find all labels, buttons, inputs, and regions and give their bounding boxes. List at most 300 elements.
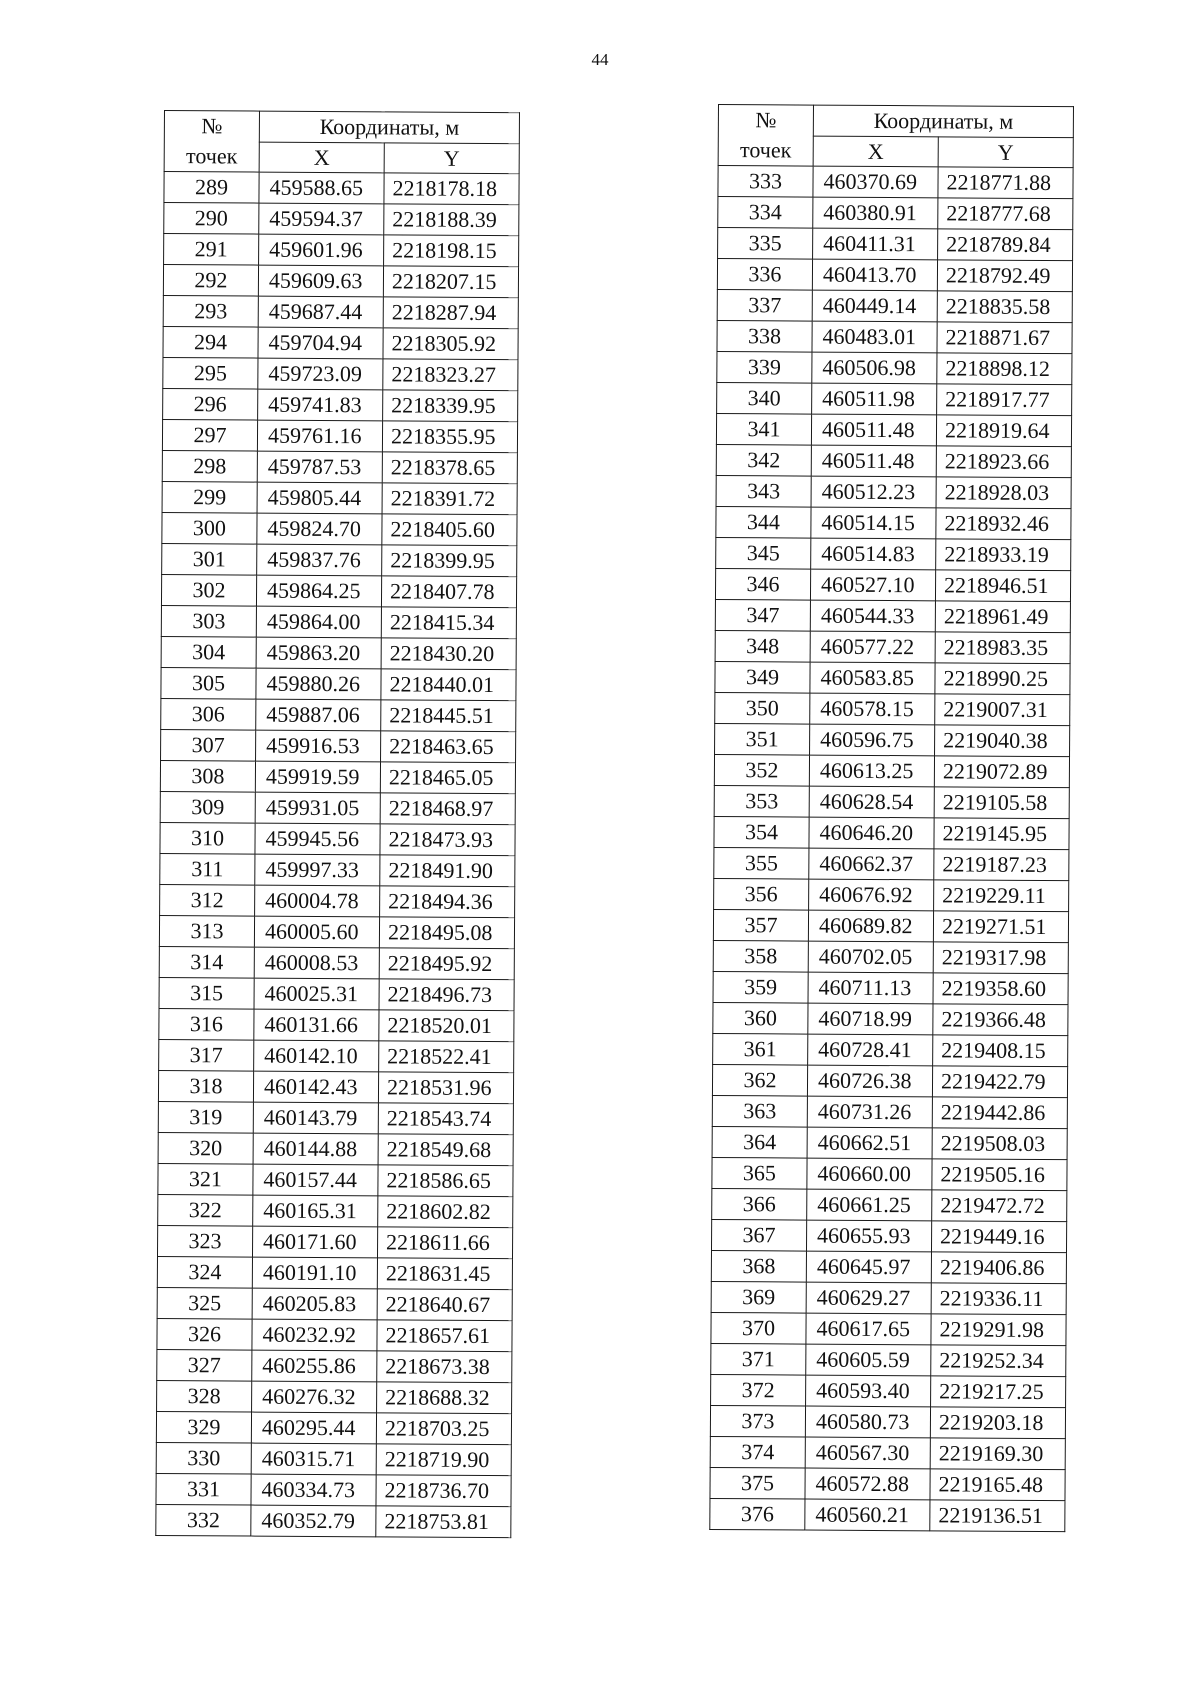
table-row	[711, 1250, 1066, 1283]
y-coordinate-cell: 2219406.86	[931, 1252, 1066, 1284]
table-row	[163, 326, 518, 359]
table-row	[163, 265, 518, 298]
y-coordinate-cell: 2218771.88	[938, 167, 1073, 199]
y-coordinate-cell: 2219508.03	[932, 1128, 1067, 1160]
x-coordinate-cell: 459864.00	[256, 606, 381, 638]
point-number-cell: 289	[164, 172, 259, 204]
x-coordinate-cell: 459741.83	[258, 389, 383, 421]
table-row	[156, 1411, 511, 1444]
y-coordinate-cell: 2219442.86	[932, 1097, 1067, 1129]
table-row	[713, 940, 1068, 973]
x-coordinate-cell: 460165.31	[253, 1195, 378, 1227]
y-coordinate-cell: 2218391.72	[382, 483, 517, 515]
table-row	[717, 351, 1072, 384]
x-coordinate-cell: 460506.98	[812, 352, 937, 384]
x-coordinate-cell: 460629.27	[806, 1282, 931, 1314]
table-row	[159, 977, 514, 1010]
point-number-cell: 300	[162, 512, 257, 544]
point-number-cell: 330	[156, 1442, 251, 1474]
x-coordinate-cell: 459601.96	[259, 234, 384, 266]
point-number-cell: 293	[163, 295, 258, 327]
x-coordinate-cell: 459805.44	[257, 482, 382, 514]
y-coordinate-cell: 2218531.96	[378, 1072, 513, 1104]
point-number-cell: 375	[710, 1467, 805, 1499]
y-coordinate-cell: 2219187.23	[934, 849, 1069, 881]
x-coordinate-cell: 460605.59	[806, 1344, 931, 1376]
y-coordinate-cell: 2218835.58	[937, 291, 1072, 323]
table-row	[158, 1101, 513, 1134]
y-coordinate-cell: 2218287.94	[383, 297, 518, 329]
table-row	[714, 816, 1069, 849]
point-number-cell: 324	[157, 1256, 252, 1288]
point-number-cell: 292	[163, 265, 258, 297]
table-row	[710, 1436, 1065, 1469]
point-number-cell: 325	[157, 1287, 252, 1319]
point-number-cell: 339	[717, 351, 812, 383]
y-coordinate-cell: 2218688.32	[377, 1382, 512, 1414]
point-number-cell: 357	[713, 909, 808, 941]
y-coordinate-cell: 2218928.03	[936, 477, 1071, 509]
table-row	[711, 1312, 1066, 1345]
table-row	[710, 1467, 1065, 1500]
point-number-cell: 315	[159, 977, 254, 1009]
point-number-cell: 373	[710, 1405, 805, 1437]
point-number-cell: 323	[157, 1225, 252, 1257]
y-coordinate-cell: 2218445.51	[381, 700, 516, 732]
y-coordinate-cell: 2219422.79	[932, 1066, 1067, 1098]
y-coordinate-cell: 2218465.05	[380, 762, 515, 794]
point-number-cell: 317	[159, 1039, 254, 1071]
points-label: точек	[186, 143, 238, 169]
x-coordinate-cell: 460142.10	[254, 1040, 379, 1072]
y-coordinate-cell: 2219449.16	[931, 1221, 1066, 1253]
point-number-cell: 360	[713, 1002, 808, 1034]
coordinates-header: Координаты, м	[813, 105, 1073, 137]
y-coordinate-cell: 2218494.36	[380, 886, 515, 918]
table-row	[162, 543, 517, 576]
y-coordinate-cell: 2218522.41	[379, 1041, 514, 1073]
x-coordinate-cell: 460449.14	[812, 290, 937, 322]
x-coordinate-cell: 460628.54	[809, 786, 934, 818]
y-coordinate-cell: 2219217.25	[931, 1376, 1066, 1408]
y-coordinate-cell: 2218777.68	[938, 198, 1073, 230]
point-number-cell: 336	[717, 259, 812, 291]
point-number-cell: 338	[717, 320, 812, 352]
y-coordinate-cell: 2219145.95	[934, 818, 1069, 850]
table-row	[160, 822, 515, 855]
x-coordinate-cell: 460572.88	[805, 1468, 930, 1500]
table-row	[161, 605, 516, 638]
table-row	[159, 946, 514, 979]
table-row	[714, 847, 1069, 880]
page-number: 44	[591, 50, 609, 69]
point-number-cell: 306	[161, 698, 256, 730]
coordinates-table-left	[155, 110, 520, 1538]
table-body	[156, 172, 519, 1538]
point-number-cell: 322	[158, 1194, 253, 1226]
x-coordinate-cell: 460352.79	[251, 1505, 376, 1537]
table-row	[160, 884, 515, 917]
coordinates-header: Координаты, м	[259, 111, 519, 143]
y-coordinate-cell: 2219169.30	[930, 1438, 1065, 1470]
point-number-cell: 308	[160, 760, 255, 792]
point-number-cell: 313	[159, 915, 254, 947]
table-row	[714, 878, 1069, 911]
point-number-cell: 301	[162, 543, 257, 575]
table-row	[161, 698, 516, 731]
x-coordinate-cell: 459761.16	[257, 420, 382, 452]
x-coordinate-cell: 459824.70	[257, 513, 382, 545]
x-coordinate-cell: 460255.86	[252, 1350, 377, 1382]
point-number-header	[164, 111, 259, 173]
point-number-cell: 329	[156, 1411, 251, 1443]
table-row	[713, 1002, 1068, 1035]
x-coordinate-cell: 460702.05	[808, 941, 933, 973]
points-label: точек	[740, 137, 792, 163]
table-row	[157, 1225, 512, 1258]
y-coordinate-cell: 2218495.92	[379, 948, 514, 980]
point-number-cell: 326	[157, 1318, 252, 1350]
x-coordinate-cell: 460411.31	[813, 228, 938, 260]
table-row	[716, 506, 1071, 539]
x-coordinate-cell: 459880.26	[256, 668, 381, 700]
x-coordinate-cell: 460660.00	[807, 1158, 932, 1190]
table-row	[160, 760, 515, 793]
table-row	[716, 537, 1071, 570]
table-row	[715, 723, 1070, 756]
y-column-header: Y	[384, 142, 519, 173]
y-coordinate-cell: 2218611.66	[377, 1227, 512, 1259]
point-number-cell: 372	[711, 1374, 806, 1406]
y-coordinate-cell: 2218983.35	[935, 632, 1070, 664]
point-number-cell: 328	[157, 1380, 252, 1412]
x-coordinate-cell: 459609.63	[258, 265, 383, 297]
x-coordinate-cell: 460370.69	[813, 166, 938, 198]
point-number-cell: 370	[711, 1312, 806, 1344]
y-coordinate-cell: 2218496.73	[379, 979, 514, 1011]
x-coordinate-cell: 460662.51	[807, 1127, 932, 1159]
y-coordinate-cell: 2218440.01	[381, 669, 516, 701]
y-coordinate-cell: 2218990.25	[935, 663, 1070, 695]
point-number-cell: 359	[713, 971, 808, 1003]
x-coordinate-cell: 460514.83	[811, 538, 936, 570]
point-number-cell: 303	[161, 605, 256, 637]
y-coordinate-cell: 2219366.48	[933, 1004, 1068, 1036]
y-coordinate-cell: 2218961.49	[935, 601, 1070, 633]
x-coordinate-cell: 460131.66	[254, 1009, 379, 1041]
table-row	[159, 1008, 514, 1041]
table-row	[156, 1442, 511, 1475]
x-coordinate-cell: 460577.22	[810, 631, 935, 663]
point-number-cell: 363	[712, 1095, 807, 1127]
point-number-cell: 367	[711, 1219, 806, 1251]
x-coordinate-cell: 460334.73	[251, 1474, 376, 1506]
table-row	[157, 1349, 512, 1382]
y-coordinate-cell: 2218323.27	[383, 359, 518, 391]
table-row	[718, 166, 1073, 199]
x-coordinate-cell: 460276.32	[252, 1381, 377, 1413]
x-coordinate-cell: 459945.56	[255, 823, 380, 855]
x-coordinate-cell: 459916.53	[256, 730, 381, 762]
point-number-cell: 295	[163, 357, 258, 389]
point-number-cell: 302	[161, 574, 256, 606]
table-row	[158, 1070, 513, 1103]
point-number-header	[718, 105, 813, 167]
table-row	[161, 574, 516, 607]
table-row	[160, 853, 515, 886]
y-coordinate-cell: 2218463.65	[381, 731, 516, 763]
point-number-cell: 361	[713, 1033, 808, 1065]
point-number-cell: 350	[715, 692, 810, 724]
y-coordinate-cell: 2218430.20	[381, 638, 516, 670]
table-row	[713, 909, 1068, 942]
point-number-cell: 353	[714, 785, 809, 817]
point-number-cell: 371	[711, 1343, 806, 1375]
table-row	[715, 568, 1070, 601]
table-row	[711, 1374, 1066, 1407]
x-coordinate-cell: 460144.88	[253, 1133, 378, 1165]
table-row	[718, 197, 1073, 230]
x-coordinate-cell: 460661.25	[807, 1189, 932, 1221]
y-coordinate-cell: 2218378.65	[382, 452, 517, 484]
table-row	[158, 1194, 513, 1227]
y-coordinate-cell: 2218305.92	[383, 328, 518, 360]
y-coordinate-cell: 2219472.72	[932, 1190, 1067, 1222]
y-coordinate-cell: 2218415.34	[381, 607, 516, 639]
x-coordinate-cell: 460583.85	[810, 662, 935, 694]
point-number-cell: 332	[156, 1504, 251, 1536]
point-number-cell: 319	[158, 1101, 253, 1133]
x-coordinate-cell: 460232.92	[252, 1319, 377, 1351]
x-coordinate-cell: 460315.71	[251, 1443, 376, 1475]
x-coordinate-cell: 459887.06	[256, 699, 381, 731]
point-number-cell: 316	[159, 1008, 254, 1040]
table-row	[161, 729, 516, 762]
x-coordinate-cell: 460005.60	[254, 916, 379, 948]
point-number-cell: 337	[717, 289, 812, 321]
x-coordinate-cell: 460142.43	[253, 1071, 378, 1103]
table-row	[710, 1405, 1065, 1438]
x-coordinate-cell: 460662.37	[809, 848, 934, 880]
point-number-cell: 294	[163, 326, 258, 358]
point-number-cell: 297	[162, 419, 257, 451]
table-row	[717, 382, 1072, 415]
x-coordinate-cell: 460171.60	[252, 1226, 377, 1258]
y-coordinate-cell: 2218207.15	[383, 266, 518, 298]
y-coordinate-cell: 2219271.51	[933, 911, 1068, 943]
y-coordinate-cell: 2218932.46	[936, 508, 1071, 540]
x-coordinate-cell: 460596.75	[810, 724, 935, 756]
x-coordinate-cell: 460483.01	[812, 321, 937, 353]
x-coordinate-cell: 460191.10	[252, 1257, 377, 1289]
table-row	[162, 481, 517, 514]
y-coordinate-cell: 2218640.67	[377, 1289, 512, 1321]
y-coordinate-cell: 2218736.70	[376, 1475, 511, 1507]
point-number-cell: 351	[715, 723, 810, 755]
point-number-cell: 349	[715, 661, 810, 693]
y-coordinate-cell: 2219136.51	[930, 1500, 1065, 1532]
y-coordinate-cell: 2218719.90	[376, 1444, 511, 1476]
y-coordinate-cell: 2218549.68	[378, 1134, 513, 1166]
y-coordinate-cell: 2219072.89	[934, 756, 1069, 788]
table-row	[158, 1132, 513, 1165]
point-number-cell: 366	[712, 1188, 807, 1220]
x-coordinate-cell: 460380.91	[813, 197, 938, 229]
point-number-cell: 343	[716, 475, 811, 507]
table-row	[158, 1163, 513, 1196]
x-coordinate-cell: 460511.98	[812, 383, 937, 415]
x-coordinate-cell: 460617.65	[806, 1313, 931, 1345]
y-coordinate-cell: 2219291.98	[931, 1314, 1066, 1346]
table-row	[156, 1504, 511, 1537]
point-number-cell: 345	[716, 537, 811, 569]
table-row	[711, 1281, 1066, 1314]
x-coordinate-cell: 460544.33	[810, 600, 935, 632]
y-coordinate-cell: 2218339.95	[383, 390, 518, 422]
y-coordinate-cell: 2218871.67	[937, 322, 1072, 354]
point-number-cell: 298	[162, 450, 257, 482]
x-coordinate-cell: 460413.70	[812, 259, 937, 291]
number-sign-label: №	[201, 113, 223, 139]
point-number-cell: 333	[718, 166, 813, 198]
point-number-cell: 356	[714, 878, 809, 910]
table-row	[717, 259, 1072, 292]
y-column-header: Y	[938, 136, 1073, 167]
table-row	[159, 1039, 514, 1072]
x-coordinate-cell: 459704.94	[258, 327, 383, 359]
table-row	[156, 1473, 511, 1506]
x-coordinate-cell: 460560.21	[805, 1499, 930, 1531]
point-number-cell: 310	[160, 822, 255, 854]
x-coordinate-cell: 459588.65	[259, 172, 384, 204]
point-number-cell: 331	[156, 1473, 251, 1505]
table-row	[159, 915, 514, 948]
y-coordinate-cell: 2218919.64	[936, 415, 1071, 447]
x-coordinate-cell: 459837.76	[257, 544, 382, 576]
table-row	[157, 1380, 512, 1413]
x-coordinate-cell: 460567.30	[805, 1437, 930, 1469]
table-row	[712, 1157, 1067, 1190]
x-coordinate-cell: 460004.78	[255, 885, 380, 917]
x-coordinate-cell: 460511.48	[811, 445, 936, 477]
y-coordinate-cell: 2219505.16	[932, 1159, 1067, 1191]
table-row	[716, 444, 1071, 477]
y-coordinate-cell: 2218933.19	[936, 539, 1071, 571]
table-row	[162, 512, 517, 545]
table-row	[715, 692, 1070, 725]
y-coordinate-cell: 2218586.65	[378, 1165, 513, 1197]
x-coordinate-cell: 459723.09	[258, 358, 383, 390]
point-number-cell: 318	[158, 1070, 253, 1102]
table-row	[157, 1287, 512, 1320]
x-coordinate-cell: 460025.31	[254, 978, 379, 1010]
table-row	[716, 413, 1071, 446]
y-coordinate-cell: 2218657.61	[377, 1320, 512, 1352]
y-coordinate-cell: 2218407.78	[381, 576, 516, 608]
table-row	[162, 450, 517, 483]
point-number-cell: 364	[712, 1126, 807, 1158]
table-row	[715, 630, 1070, 663]
x-coordinate-cell: 459931.05	[255, 792, 380, 824]
y-coordinate-cell: 2218631.45	[377, 1258, 512, 1290]
y-coordinate-cell: 2218923.66	[936, 446, 1071, 478]
x-coordinate-cell: 460593.40	[806, 1375, 931, 1407]
x-coordinate-cell: 460613.25	[809, 755, 934, 787]
point-number-cell: 321	[158, 1163, 253, 1195]
point-number-cell: 376	[710, 1498, 805, 1530]
table-row	[163, 388, 518, 421]
point-number-cell: 309	[160, 791, 255, 823]
y-coordinate-cell: 2218491.90	[380, 855, 515, 887]
table-row	[163, 357, 518, 390]
x-coordinate-cell: 460157.44	[253, 1164, 378, 1196]
table-row	[160, 791, 515, 824]
x-coordinate-cell: 460295.44	[251, 1412, 376, 1444]
y-coordinate-cell: 2219165.48	[930, 1469, 1065, 1501]
point-number-cell: 358	[713, 940, 808, 972]
y-coordinate-cell: 2218188.39	[384, 204, 519, 236]
point-number-cell: 311	[160, 853, 255, 885]
x-coordinate-cell: 460655.93	[806, 1220, 931, 1252]
x-coordinate-cell: 460514.15	[811, 507, 936, 539]
x-coordinate-cell: 459863.20	[256, 637, 381, 669]
y-coordinate-cell: 2218405.60	[382, 514, 517, 546]
x-coordinate-cell: 460512.23	[811, 476, 936, 508]
table-row	[710, 1498, 1065, 1531]
table-row	[712, 1188, 1067, 1221]
x-coordinate-cell: 460731.26	[807, 1096, 932, 1128]
y-coordinate-cell: 2218602.82	[378, 1196, 513, 1228]
x-coordinate-cell: 460646.20	[809, 817, 934, 849]
y-coordinate-cell: 2219203.18	[930, 1407, 1065, 1439]
point-number-cell: 312	[160, 884, 255, 916]
x-coordinate-cell: 459687.44	[258, 296, 383, 328]
y-coordinate-cell: 2219229.11	[934, 880, 1069, 912]
y-coordinate-cell: 2219105.58	[934, 787, 1069, 819]
table-row	[157, 1256, 512, 1289]
table-row	[164, 172, 519, 205]
table-header	[718, 105, 1073, 168]
y-coordinate-cell: 2218198.15	[384, 235, 519, 267]
y-coordinate-cell: 2218946.51	[935, 570, 1070, 602]
table-row	[718, 228, 1073, 261]
y-coordinate-cell: 2218495.08	[379, 917, 514, 949]
x-coordinate-cell: 459787.53	[257, 451, 382, 483]
y-coordinate-cell: 2218543.74	[378, 1103, 513, 1135]
y-coordinate-cell: 2219252.34	[931, 1345, 1066, 1377]
point-number-cell: 290	[164, 203, 259, 235]
point-number-cell: 307	[161, 729, 256, 761]
table-row	[163, 295, 518, 328]
point-number-cell: 362	[712, 1064, 807, 1096]
x-coordinate-cell: 460726.38	[807, 1065, 932, 1097]
x-coordinate-cell: 459594.37	[259, 203, 384, 235]
x-coordinate-cell: 460578.15	[810, 693, 935, 725]
point-number-cell: 346	[715, 568, 810, 600]
point-number-cell: 369	[711, 1281, 806, 1313]
point-number-cell: 374	[710, 1436, 805, 1468]
table-row	[717, 320, 1072, 353]
y-coordinate-cell: 2218673.38	[377, 1351, 512, 1383]
point-number-cell: 344	[716, 506, 811, 538]
y-coordinate-cell: 2219336.11	[931, 1283, 1066, 1315]
y-coordinate-cell: 2218753.81	[376, 1506, 511, 1538]
y-coordinate-cell: 2218792.49	[937, 260, 1072, 292]
table-body	[710, 166, 1073, 1532]
table-row	[716, 475, 1071, 508]
number-sign-label: №	[755, 107, 777, 133]
x-coordinate-cell: 460689.82	[808, 910, 933, 942]
